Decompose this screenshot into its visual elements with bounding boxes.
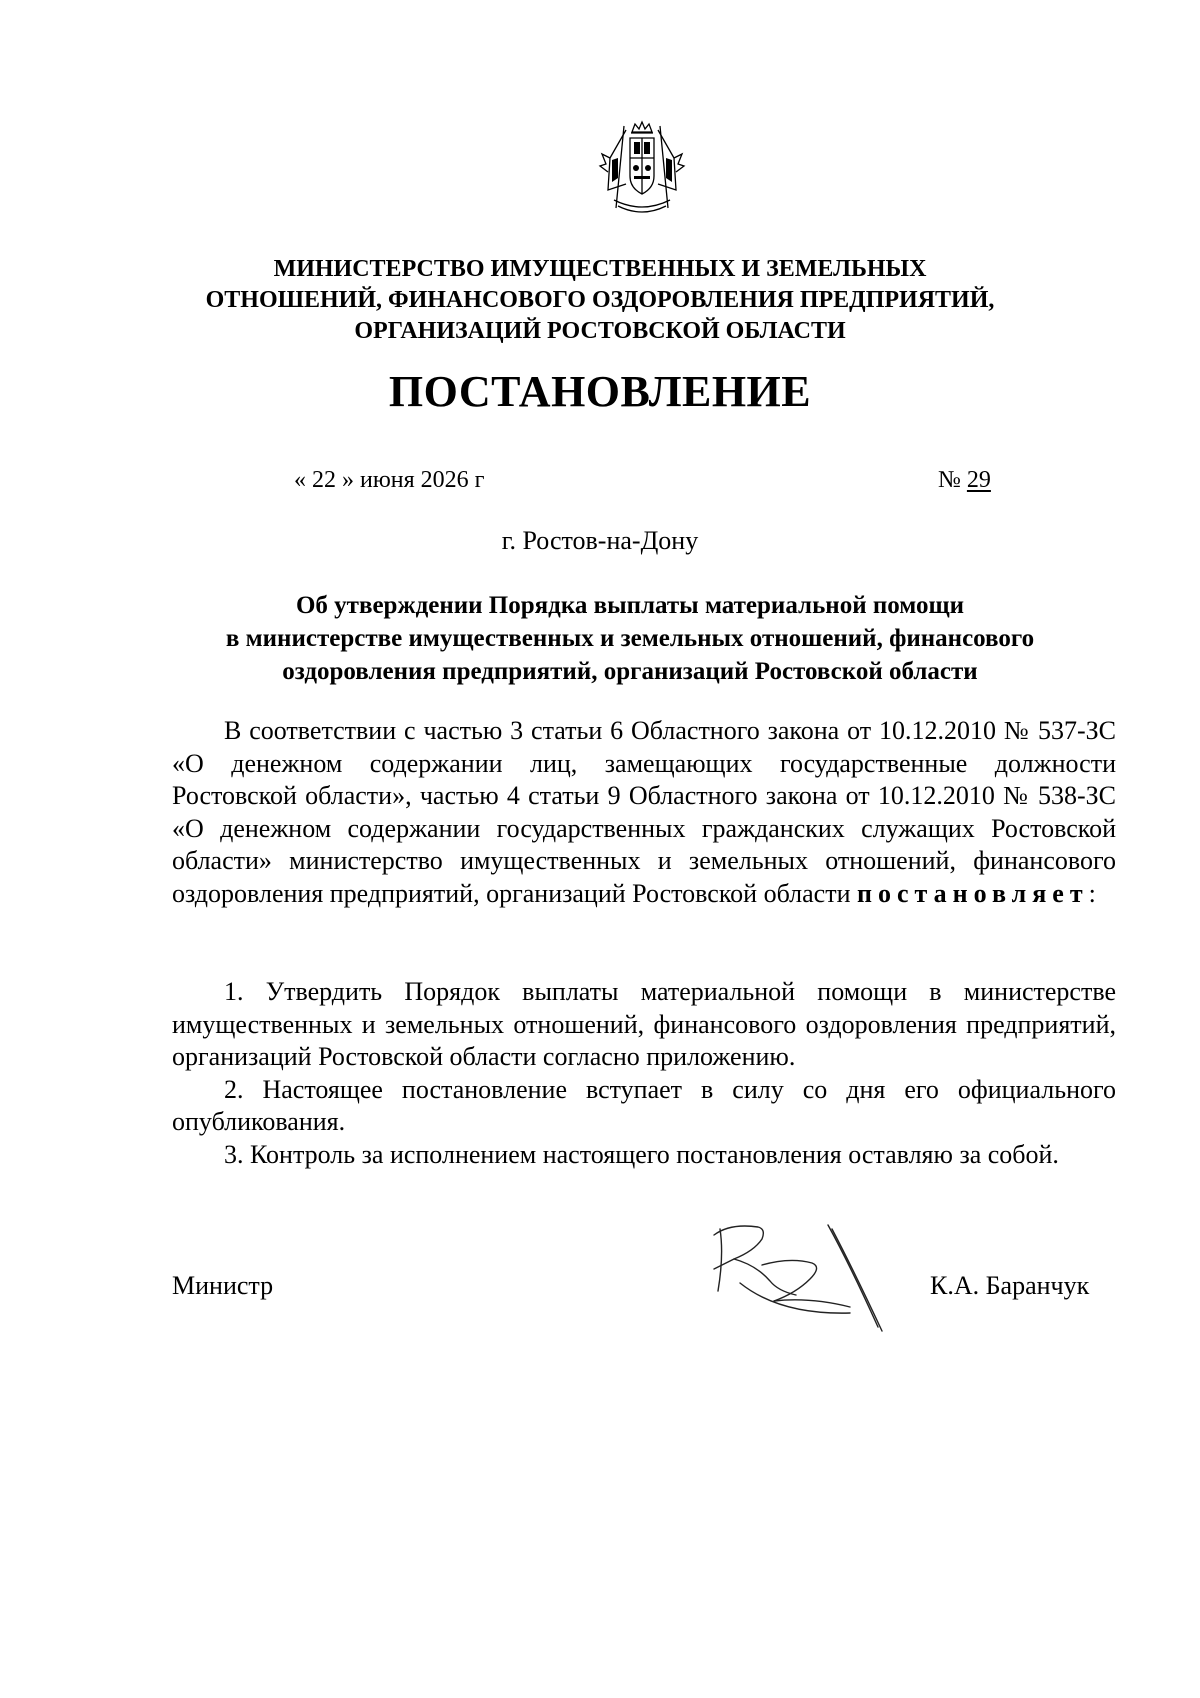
document-date: « 22 » июня 2026 г (294, 467, 485, 493)
number-value: 29 (966, 467, 991, 493)
decree-item: 2. Настоящее постановление вступает в силу со дня его официального опубликования. (172, 1074, 1116, 1136)
preamble (172, 715, 1116, 910)
decree-item: 3. Контроль за исполнением настоящего постановления оставляю за собой. (224, 1139, 1059, 1169)
signature-icon (700, 1205, 930, 1340)
preamble-paragraph (172, 715, 1116, 910)
signatory-role: Министр (172, 1271, 274, 1300)
subject-line: в министерстве имущественных и земельных отношений, финансового (225, 625, 1035, 652)
document-number (938, 465, 991, 495)
ministry-line: ОТНОШЕНИЙ, ФИНАНСОВОГО ОЗДОРОВЛЕНИЯ ПРЕДПРИЯТИЙ, (205, 287, 995, 313)
ministry-name (200, 254, 1000, 347)
decree-colon: : (1088, 878, 1096, 908)
subject-line: Об утверждении Порядка выплаты материальной помощи (295, 592, 965, 619)
preamble-text: В соответствии с частью 3 статьи 6 Областного закона от 10.12.2010 № 537-ЗС «О денежном содержании лиц, замещающих государственные должности Ростовской области», частью 4 статьи 9 Областного закона от 10.12.2010 № 538-ЗС «О денежном содержании государственных гражданских служащих Ростовской области» министерство имущественных и земельных отношений, финансового оздоровления предприятий, организаций Ростовской области (172, 716, 1116, 908)
coat-of-arms-icon (596, 118, 688, 218)
ministry-line: ОРГАНИЗАЦИЙ РОСТОВСКОЙ ОБЛАСТИ (354, 318, 846, 344)
document-subject (170, 589, 1090, 688)
decree-items (172, 976, 1116, 1171)
number-label: № (938, 467, 967, 493)
decree-item: 1. Утвердить Порядок выплаты материальной помощи в министерстве имущественных и земельных отношений, финансового оздоровления предприятий, организаций Ростовской области согласно приложению. (172, 977, 1116, 1071)
ministry-line: МИНИСТЕРСТВО ИМУЩЕСТВЕННЫХ И ЗЕМЕЛЬНЫХ (273, 256, 927, 282)
signatory-name: К.А. Баранчук (930, 1271, 1090, 1300)
document-city: г. Ростов-на-Дону (501, 526, 699, 555)
document-type-heading: ПОСТАНОВЛЕНИЕ (388, 367, 812, 416)
decree-word: постановляет (857, 878, 1089, 908)
subject-line: оздоровления предприятий, организаций Ростовской области (282, 658, 978, 685)
